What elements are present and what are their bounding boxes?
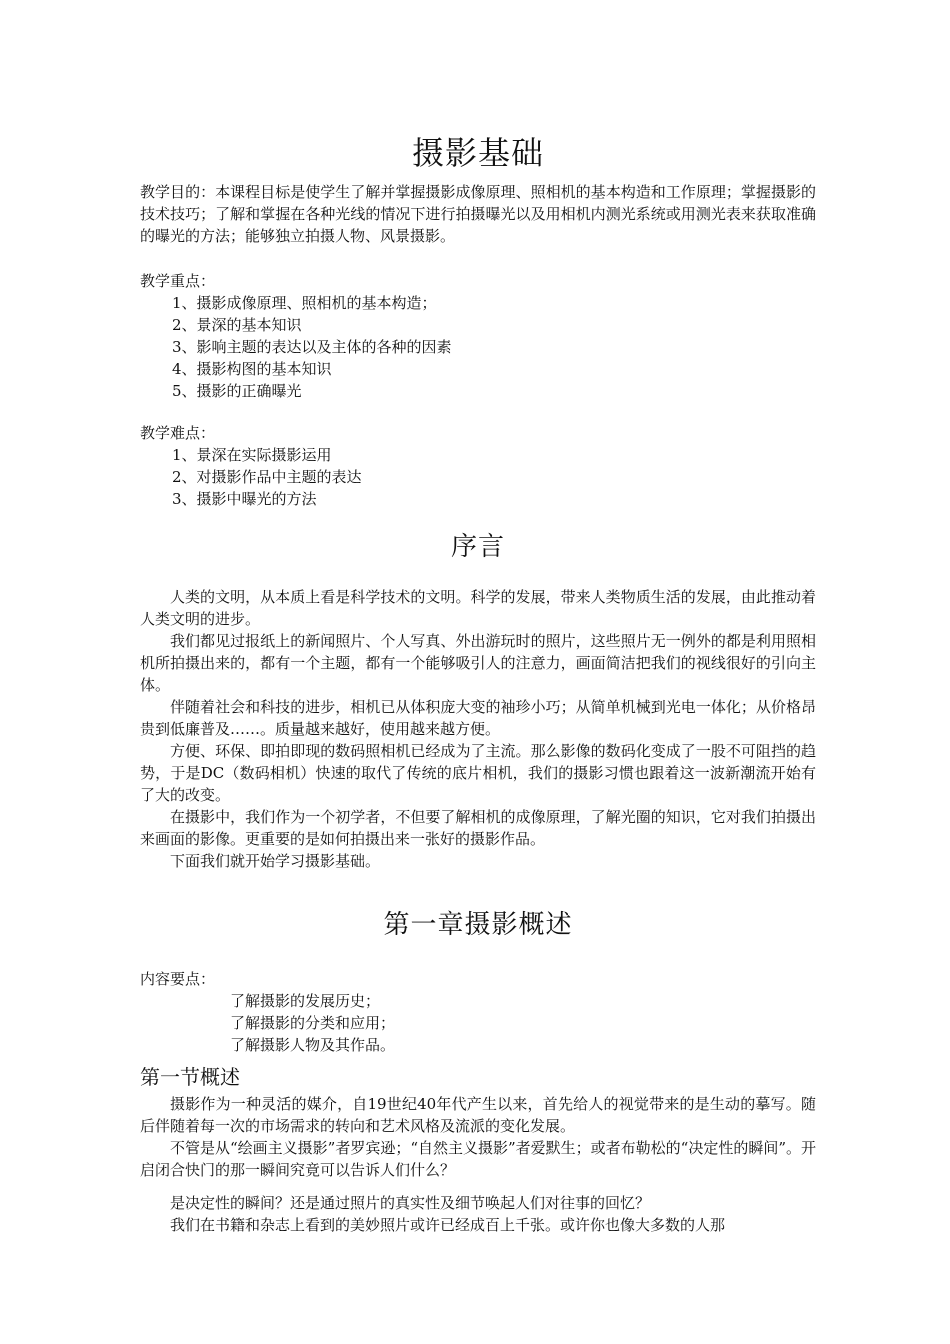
preface-paragraph: 伴随着社会和科技的进步，相机已从体积庞大变的袖珍小巧；从简单机械到光电一体化；从价格昂贵到低廉普及……。质量越来越好，使用越来越方便。 xyxy=(140,698,816,738)
content-points-list xyxy=(140,990,816,1056)
document-title: 摄影基础 xyxy=(411,134,544,172)
list-item: 1、摄影成像原理、照相机的基本构造； xyxy=(172,294,437,312)
difficulties-label: 教学难点： xyxy=(140,424,216,442)
section1-paragraph: 不管是从“绘画主义摄影”者罗宾逊；“自然主义摄影”者爱默生；或者布勒松的“决定性的瞬间”。开启闭合快门的那一瞬间究竟可以告诉人们什么？ xyxy=(140,1139,817,1179)
list-item: 4、摄影构图的基本知识 xyxy=(172,360,332,378)
section1-paragraph: 是决定性的瞬间？还是通过照片的真实性及细节唤起人们对往事的回忆？ xyxy=(170,1194,651,1212)
list-item: 3、影响主题的表达以及主体的各种的因素 xyxy=(172,338,452,356)
difficulties-list xyxy=(140,444,816,510)
preface-paragraph: 在摄影中，我们作为一个初学者，不但要了解相机的成像原理，了解光圈的知识，它对我们拍摄出来画面的影像。更重要的是如何拍摄出来一张好的摄影作品。 xyxy=(140,808,816,848)
list-item: 2、景深的基本知识 xyxy=(172,316,302,334)
chapter1-heading: 第一章摄影概述 xyxy=(383,910,573,940)
section1-heading: 第一节概述 xyxy=(140,1065,240,1089)
list-item: 了解摄影人物及其作品。 xyxy=(230,1036,396,1054)
content-points-label: 内容要点： xyxy=(140,970,216,988)
list-item: 了解摄影的发展历史； xyxy=(230,992,381,1010)
teaching-objective: 教学目的：本课程目标是使学生了解并掌握摄影成像原理、照相机的基本构造和工作原理；掌握摄影的技术技巧；了解和掌握在各种光线的情况下进行拍摄曝光以及用相机内测光系统或用测光表来获取准确的曝光的方法；能够独立拍摄人物、风景摄影。 xyxy=(140,183,816,245)
preface-heading: 序言 xyxy=(450,532,505,562)
preface-paragraph: 我们都见过报纸上的新闻照片、个人写真、外出游玩时的照片，这些照片无一例外的都是利用照相机所拍摄出来的，都有一个主题，都有一个能够吸引人的注意力，画面简洁把我们的视线很好的引向主体。 xyxy=(140,632,816,694)
list-item: 5、摄影的正确曝光 xyxy=(172,382,302,400)
list-item: 2、对摄影作品中主题的表达 xyxy=(172,468,362,486)
preface-paragraph: 方便、环保、即拍即现的数码照相机已经成为了主流。那么影像的数码化变成了一股不可阻挡的趋势，于是DC（数码相机）快速的取代了传统的底片相机，我们的摄影习惯也跟着这一波新潮流开始有了大的改变。 xyxy=(140,742,816,804)
list-item: 了解摄影的分类和应用； xyxy=(230,1014,396,1032)
key-points-list xyxy=(140,292,816,402)
preface-paragraph: 人类的文明，从本质上看是科学技术的文明。科学的发展，带来人类物质生活的发展，由此推动着人类文明的进步。 xyxy=(140,588,816,628)
key-points-label: 教学重点： xyxy=(140,272,216,290)
section1-paragraph: 摄影作为一种灵活的媒介，自19世纪40年代产生以来，首先给人的视觉带来的是生动的摹写。随后伴随着每一次的市场需求的转向和艺术风格及流派的变化发展。 xyxy=(140,1095,816,1135)
section1-paragraph: 我们在书籍和杂志上看到的美妙照片或许已经成百上千张。或许你也像大多数的人那 xyxy=(170,1216,726,1234)
list-item: 1、景深在实际摄影运用 xyxy=(172,446,332,464)
preface-paragraph: 下面我们就开始学习摄影基础。 xyxy=(170,852,381,870)
list-item: 3、摄影中曝光的方法 xyxy=(172,490,317,508)
